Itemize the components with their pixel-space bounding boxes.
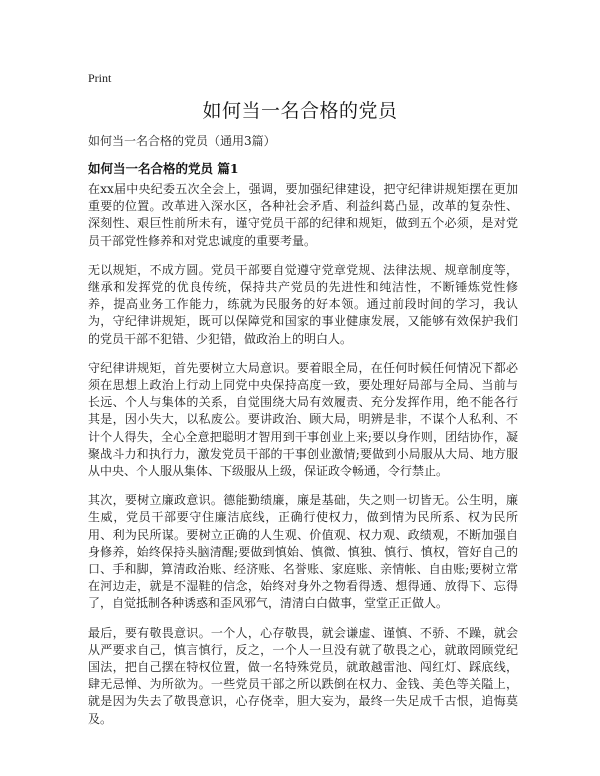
section-heading: 如何当一名合格的党员 篇1: [88, 161, 239, 176]
article-body: [88, 181, 518, 740]
print-link[interactable]: Print: [88, 71, 112, 85]
paragraph-5: 最后，要有敬畏意识。一个人，心存敬畏，就会谦虚、谨慎、不骄、不躁，就会从严要求自己，慎言慎行，反之，一个人一旦没有就了敬畏之心，就敢罔顾党纪国法，把自己摆在特权位置，做一名特殊党员，就敢越雷池、闯红灯、踩底线，肆无忌惮、为所欲为。一些党员干部之所以跌倒在权力、金钱、美色等关隘上，就是因为失去了敬畏意识，心存侥幸，胆大妄为，最终一失足成千古恨，追悔莫及。: [88, 625, 518, 726]
paragraph-1: 在xx届中央纪委五次全会上，强调，要加强纪律建设，把守纪律讲规矩摆在更加重要的位置。改革进入深水区，各种社会矛盾、利益纠葛凸显，改革的复杂性、深刻性、艰巨性前所未有，谨守党员干部的纪律和规矩，做到五个必须，是对党员干部党性修养和对党忠诚度的重要考量。: [88, 182, 518, 248]
paragraph-4: 其次，要树立廉政意识。德能勤绩廉，廉是基础，失之则一切皆无。公生明，廉生威，党员干部要守住廉洁底线，正确行使权力，做到情为民所系、权为民所用、利为民所谋。要树立正确的人生观、价值观、权力观、政绩观，不断加强自身修养，始终保持头脑清醒;要做到慎始、慎微、慎独、慎行、慎权，管好自己的口、手和脚，算清政治账、经济账、名誉账、家庭账、亲情帐、自由账;要树立常在河边走，就是不湿鞋的信念，始终对身外之物看得透、想得通、放得下、忘得了，自觉抵制各种诱惑和歪风邪气，清清白白做事，堂堂正正做人。: [88, 493, 518, 611]
document-subtitle: 如何当一名合格的党员（通用3篇）: [88, 134, 276, 148]
paragraph-2: 无以规矩，不成方圆。党员干部要自觉遵守党章党规、法律法规、规章制度等，继承和发挥党的优良传统，保持共产党员的先进性和纯洁性，不断锤炼党性修养，提高业务工作能力，练就为民服务的好本领。通过前段时间的学习，我认为，守纪律讲规矩，既可以保障党和国家的事业健康发展，又能够有效保护我们的党员干部不犯错、少犯错，做政治上的明白人。: [88, 262, 518, 346]
paragraph-3: 守纪律讲规矩，首先要树立大局意识。要着眼全局，在任何时候任何情况下都必须在思想上政治上行动上同党中央保持高度一致，要处理好局部与全局、当前与长远、个人与集体的关系，自觉围绕大局有效履责、充分发挥作用，绝不能各行其是，因小失大，以私废公。要讲政治、顾大局，明辨是非，不谋个人私利、不计个人得失，全心全意把聪明才智用到干事创业上来;要以身作则，团结协作，凝聚战斗力和执行力，激发党员干部的干事创业激情;要做到小局服从大局、地方服从中央、个人服从集体、下级服从上级，保证政令畅通，令行禁止。: [88, 360, 518, 479]
page-title: 如何当一名合格的党员: [202, 100, 398, 122]
